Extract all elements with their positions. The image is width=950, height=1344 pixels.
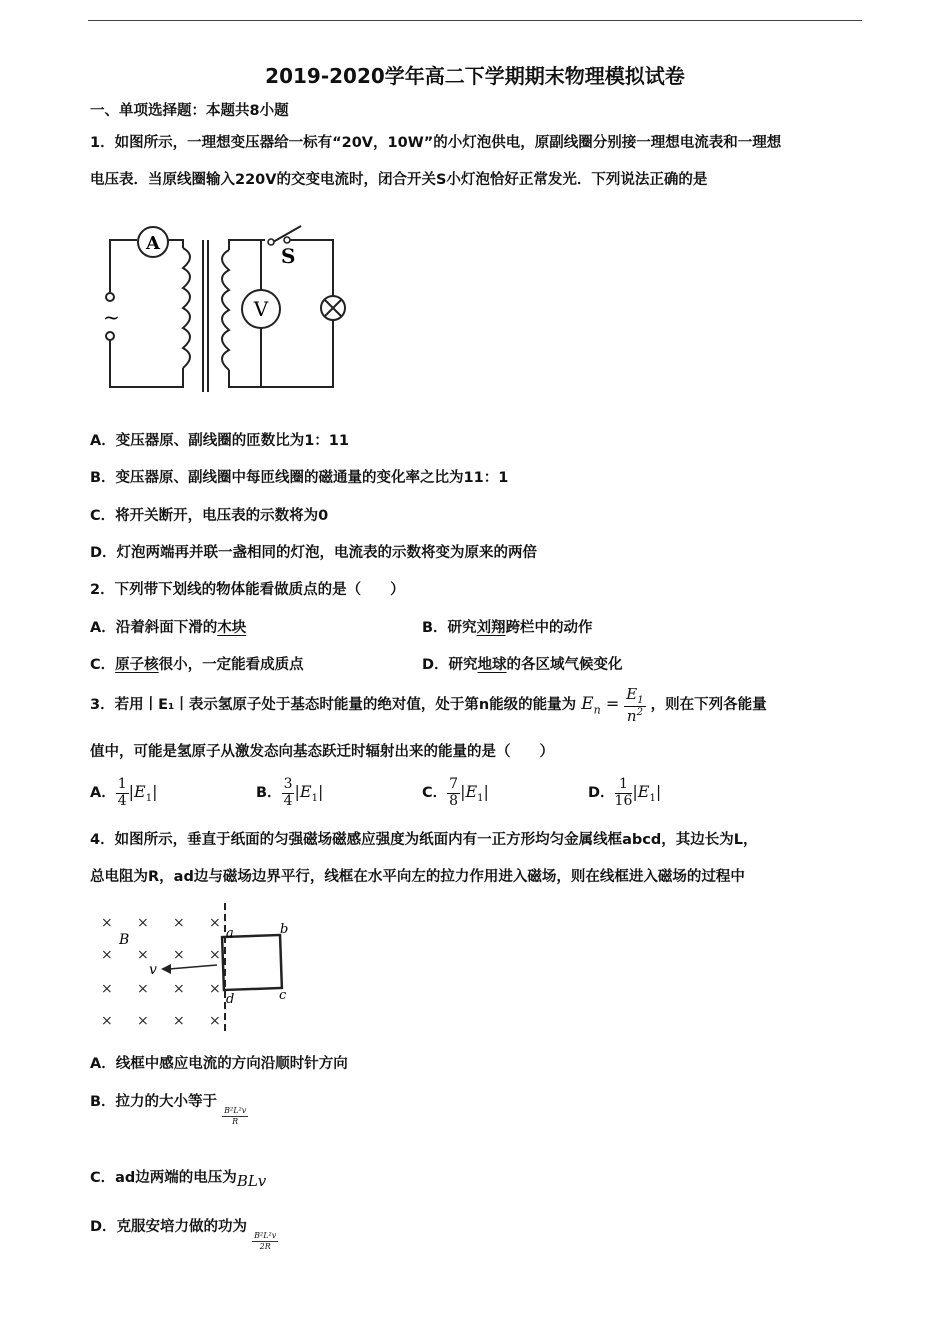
q2-a-underlined: 木块: [217, 620, 247, 636]
q2-option-a: [90, 616, 246, 637]
header-rule: [88, 20, 862, 21]
q2-c-underlined: 原子核: [115, 657, 159, 673]
ammeter-label: A: [146, 233, 160, 254]
q2-c-text: C．: [90, 657, 116, 673]
abs-e1: $|E_1|$: [128, 782, 158, 805]
voltmeter-label: V: [253, 297, 269, 321]
field-cross-mark: ×: [173, 947, 185, 963]
field-cross-mark: ×: [173, 981, 185, 997]
option-label: C．: [422, 785, 448, 801]
vertex-a-label: a: [226, 926, 234, 941]
q3-stem-line2: 值中，可能是氢原子从激发态向基态跃迁时辐射出来的能量的是（ ）: [90, 744, 554, 760]
field-cross-mark: ×: [209, 981, 221, 997]
q2-d-text: D．研究: [422, 657, 478, 673]
q3-stem-text-tail: ，则在下列各能量: [650, 697, 767, 713]
q1-stem-line1: 1．如图所示，一理想变压器给一标有“20V，10W”的小灯泡供电，原副线圈分别接一理想电流表和一理想: [90, 135, 782, 151]
field-cross-mark: ×: [101, 981, 113, 997]
energy-formula-lhs: $E_n$: [581, 694, 601, 717]
vertex-d-label: d: [226, 992, 235, 1007]
q4-c-text: C．ad边两端的电压为: [90, 1170, 237, 1186]
work-fraction: $\frac{\text{B²L²v}}{2R}$: [254, 1230, 277, 1251]
q1-option-c: C．将开关断开，电压表的示数将为0: [90, 508, 329, 524]
q3-option-b: [256, 772, 323, 819]
page-title: 2019-2020学年高二下学期期末物理模拟试卷: [265, 64, 685, 88]
option-label: B．: [256, 785, 282, 801]
field-cross-mark: ×: [101, 947, 113, 963]
field-cross-mark: ×: [137, 1013, 149, 1029]
q2-b-text: B．研究: [422, 620, 477, 636]
q4-stem-line1: 4．如图所示，垂直于纸面的匀强磁场磁感应强度为纸面内有一正方形均匀金属线框abcd，其边长为L，: [90, 832, 758, 848]
q2-d-underlined: 地球: [477, 657, 507, 673]
ac-source-symbol: ~: [103, 305, 120, 329]
vertex-c-label: c: [279, 988, 287, 1003]
field-cross-mark: ×: [137, 915, 149, 931]
field-cross-mark: ×: [101, 915, 113, 931]
energy-formula-fraction: $\frac{E_1}{n^2}$: [626, 684, 644, 725]
q4-stem-line2: 总电阻为R，ad边与磁场边界平行，线框在水平向左的拉力作用进入磁场，则在线框进入磁场的过程中: [90, 869, 745, 885]
abs-e1: $|E_1|$: [294, 782, 324, 805]
velocity-label: v: [149, 962, 157, 978]
q1-stem-line2: 电压表．当原线圈输入220V的交变电流时，闭合开关S小灯泡恰好正常发光．下列说法正确的是: [90, 172, 708, 188]
field-cross-mark: ×: [173, 1013, 185, 1029]
option-label: A．: [90, 785, 116, 801]
q3-option-c: [422, 772, 489, 819]
option-fraction: $\frac{1}{16}$: [614, 776, 633, 809]
field-cross-mark: ×: [137, 947, 149, 963]
q3-stem-line1: [90, 684, 767, 730]
q2-c-text-post: 很小，一定能看成质点: [158, 657, 304, 673]
field-cross-mark: ×: [209, 947, 221, 963]
q1-option-a: A．变压器原、副线圈的匝数比为1：11: [90, 433, 349, 449]
field-cross-mark: ×: [209, 915, 221, 931]
q4-option-d: [90, 1215, 278, 1251]
q3-option-a: [90, 772, 158, 819]
q3-stem-text: 3．若用丨E₁丨表示氢原子处于基态时能量的绝对值，处于第n能级的能量为: [90, 697, 577, 713]
q2-d-text-post: 的各区域气候变化: [506, 657, 623, 673]
switch-label: S: [281, 244, 296, 268]
vertex-b-label: b: [280, 922, 289, 937]
magnetic-field-diagram: [95, 903, 305, 1033]
q4-option-a: A．线框中感应电流的方向沿顺时针方向: [90, 1056, 348, 1072]
q1-option-d: D．灯泡两端再并联一盏相同的灯泡，电流表的示数将变为原来的两倍: [90, 545, 538, 561]
option-fraction: $\frac{3}{4}$: [283, 776, 293, 809]
q2-option-d: [422, 653, 623, 674]
q4-option-c: [90, 1166, 267, 1190]
field-cross-mark: ×: [173, 915, 185, 931]
option-label: D．: [588, 785, 615, 801]
q2-option-c: [90, 653, 304, 674]
section-heading: 一、单项选择题：本题共8小题: [90, 103, 289, 119]
q2-option-b: [422, 616, 593, 637]
field-label: B: [119, 932, 130, 948]
q4-d-text: D．克服安培力做的功为: [90, 1219, 248, 1235]
q1-option-b: B．变压器原、副线圈中每匝线圈的磁通量的变化率之比为11：1: [90, 470, 509, 486]
abs-e1: $|E_1|$: [460, 782, 489, 805]
abs-e1: $|E_1|$: [632, 782, 662, 805]
q4-option-b: [90, 1090, 248, 1126]
pull-force-fraction: $\frac{\text{B²L²v}}{R}$: [224, 1105, 247, 1126]
q2-stem: 2．下列带下划线的物体能看做质点的是（ ）: [90, 582, 405, 598]
field-cross-mark: ×: [101, 1013, 113, 1029]
option-fraction: $\frac{1}{4}$: [117, 776, 127, 809]
q2-a-text: A．沿着斜面下滑的: [90, 620, 218, 636]
field-cross-mark: ×: [137, 981, 149, 997]
transformer-circuit-diagram: [95, 212, 365, 397]
q2-b-underlined: 刘翔: [476, 620, 506, 636]
field-cross-mark: ×: [209, 1013, 221, 1029]
formula-equals: =: [605, 694, 620, 713]
voltage-expression: BLv: [236, 1172, 267, 1190]
q2-b-text-post: 跨栏中的动作: [505, 620, 593, 636]
q3-option-d: [588, 772, 661, 819]
option-fraction: $\frac{7}{8}$: [449, 776, 459, 809]
q4-b-text: B．拉力的大小等于: [90, 1094, 218, 1110]
